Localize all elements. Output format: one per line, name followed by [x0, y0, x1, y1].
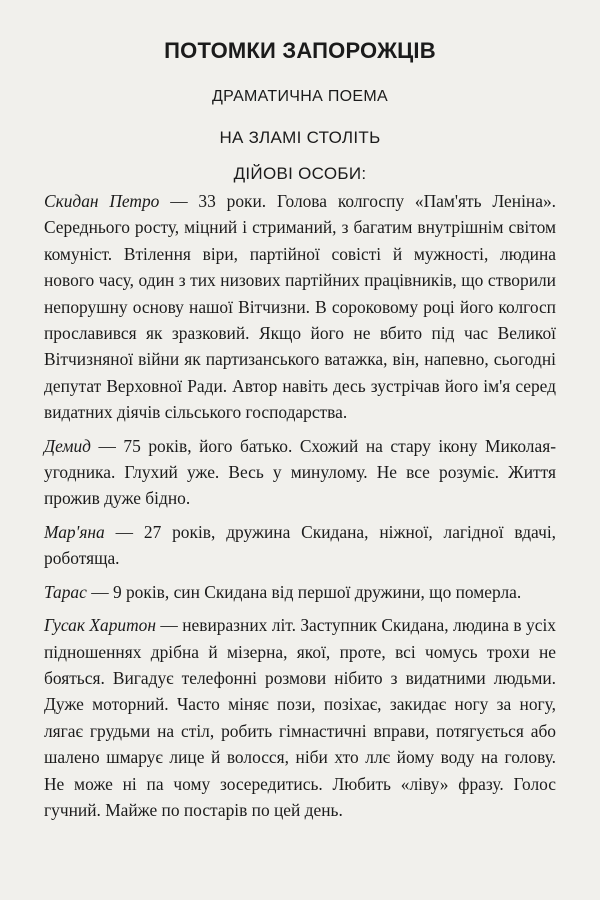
character-description: — 27 років, дружина Скидана, ніжної, лагідної вдачі, роботяща.	[44, 521, 556, 569]
character-name: Гусак Харитон	[44, 615, 156, 636]
character-name: Демид	[44, 435, 91, 456]
character-entry	[44, 612, 556, 823]
character-name: Тарас	[44, 581, 87, 602]
part-title: НА ЗЛАМІ СТОЛІТЬ	[219, 128, 381, 147]
character-description: — невиразних літ. Заступник Скидана, людина в усіх підношеннях дрібна й мізерна, якої, проте, всі чомусь трохи не бояться. Вигадує телефонні розмови нібито з видатними людьми. Дуже моторний. Часто міняє пози, позіхає, закидає ногу за ногу, лягає грудьми на стіл, робить гімнастичні вправи, потягується або шалено шмарує лице й волосся, ніби хто ллє йому воду на голову. Не може ні па чому зосередитись. Любить «ліву» фразу. Голос гучний. Майже по постарів по цей день.	[44, 615, 556, 820]
character-entry	[44, 188, 556, 426]
character-description: — 33 роки. Голова колгоспу «Пам'ять Леніна». Середнього росту, міцний і стриманий, з багатим внутрішнім світом комуніст. Втілення віри, партійної совісті й мужності, людина нового часу, один з тих низових партійних працівників, що створили непорушну основу нашої Вітчизни. В сороковому році його колгосп прославився як зразковий. Якщо його не вбито під час Великої Вітчизняної війни як партизанського ватажка, він, напевно, сьогодні депутат Верховної Ради. Автор навіть десь зустрічав його ім'я серед видатних діячів сільського господарства.	[44, 191, 556, 423]
character-description: — 9 років, син Скидана від першої дружини, що померла.	[86, 581, 522, 602]
character-entry	[44, 433, 556, 512]
character-entry	[44, 579, 556, 605]
character-description: — 75 років, його батько. Схожий на стару ікону Миколая-угодника. Глухий уже. Весь у минулому. Не все розуміє. Життя прожив дуже бідно.	[44, 435, 556, 509]
cast-heading: ДІЙОВІ ОСОБИ:	[233, 164, 367, 183]
page-title: ПОТОМКИ ЗАПОРОЖЦІВ	[164, 38, 436, 63]
character-name: Мар'яна	[44, 521, 105, 542]
character-entry	[44, 519, 556, 572]
subtitle: ДРАМАТИЧНА ПОЕМА	[212, 88, 388, 105]
character-name: Скидан Петро	[44, 191, 160, 211]
